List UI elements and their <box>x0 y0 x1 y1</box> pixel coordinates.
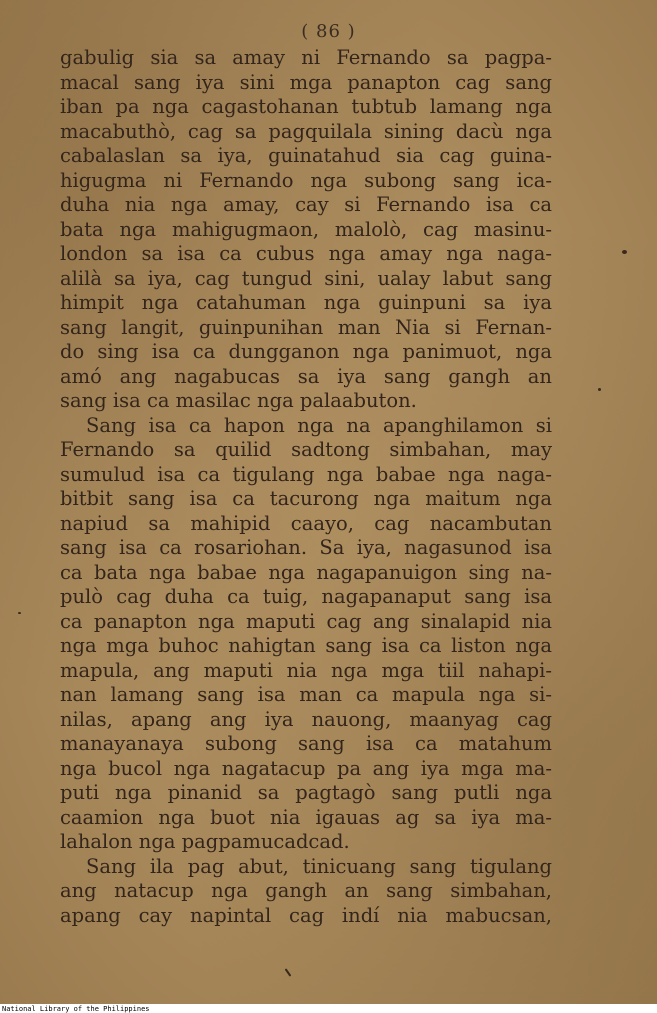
text-line: apang cay napintal cag indí nia mabucsan, <box>60 903 552 927</box>
text-line: nan lamang sang isa man ca mapula nga si- <box>60 683 552 706</box>
text-line: higugma ni Fernando nga subong sang ica- <box>60 168 552 192</box>
text-line: london sa isa ca cubus nga amay nga naga- <box>60 242 552 265</box>
text-line: bitbit sang isa ca tacurong nga maitum nga <box>60 487 552 510</box>
text-line: caamion nga buot nia igauas ag sa iya ma- <box>60 805 552 829</box>
text-line: nga bucol nga nagatacup pa ang iya mga ma- <box>60 756 552 780</box>
text-line: himpit nga catahuman nga guinpuni sa iya <box>60 291 552 314</box>
text-line: napiud sa mahipid caayo, cag nacambutan <box>60 511 552 535</box>
text-line: ang natacup nga gangh an sang simbahan, <box>60 879 552 902</box>
text-line: sang isa ca rosariohan. Sa iya, nagasunod isa <box>60 536 552 559</box>
paper-speck <box>285 968 292 977</box>
page-number: ( 86 ) <box>301 21 356 42</box>
text-line: macal sang iya sini mga panapton cag sang <box>60 70 552 94</box>
text-line: cabalaslan sa iya, guinatahud sia cag guina- <box>60 144 552 167</box>
text-line: manayanaya subong sang isa ca matahum <box>60 732 552 755</box>
text-line: bata nga mahigugmaon, malolò, cag masinu- <box>60 217 552 241</box>
text-line: do sing isa ca dungganon nga panimuot, nga <box>60 340 552 363</box>
text-line: ca bata nga babae nga nagapanuigon sing na- <box>60 560 552 584</box>
text-line: amó ang nagabucas sa iya sang gangh an <box>60 364 552 388</box>
text-line: puti nga pinanid sa pagtagò sang putli nga <box>60 781 552 804</box>
text-line: iban pa nga cagastohanan tubtub lamang nga <box>60 95 552 118</box>
paragraph-start-line: Sang isa ca hapon nga na apanghilamon si <box>86 413 552 437</box>
text-line: duha nia nga amay, cay si Fernando isa ca <box>60 193 552 216</box>
text-line: sang langit, guinpunihan man Nia si Fernan- <box>60 315 552 339</box>
text-line: nilas, apang ang iya nauong, maanyag cag <box>60 707 552 731</box>
text-line: macabuthò, cag sa pagquilala sining dacù nga <box>60 119 552 143</box>
text-line: alilà sa iya, cag tungud sini, ualay labut sang <box>60 266 552 290</box>
paragraph-start-line: Sang ila pag abut, tinicuang sang tigulang <box>86 854 552 878</box>
text-line: lahalon nga pagpamucadcad. <box>60 830 350 853</box>
body-text <box>0 45 657 945</box>
text-line: Fernando sa quilid sadtong simbahan, may <box>60 438 552 461</box>
text-line: sang isa ca masilac nga palaabuton. <box>60 389 417 412</box>
text-line: mapula, ang maputi nia nga mga tiil nahapi- <box>60 658 552 682</box>
text-line: nga mga buhoc nahigtan sang isa ca liston nga <box>60 634 552 657</box>
library-credit: National Library of the Philippines <box>2 1005 150 1013</box>
text-line: sumulud isa ca tigulang nga babae nga naga- <box>60 462 552 486</box>
text-line: ca panapton nga maputi cag ang sinalapid nia <box>60 609 552 633</box>
text-line: pulò cag duha ca tuig, nagapanaput sang isa <box>60 585 552 608</box>
text-line: gabulig sia sa amay ni Fernando sa pagpa- <box>60 46 552 69</box>
